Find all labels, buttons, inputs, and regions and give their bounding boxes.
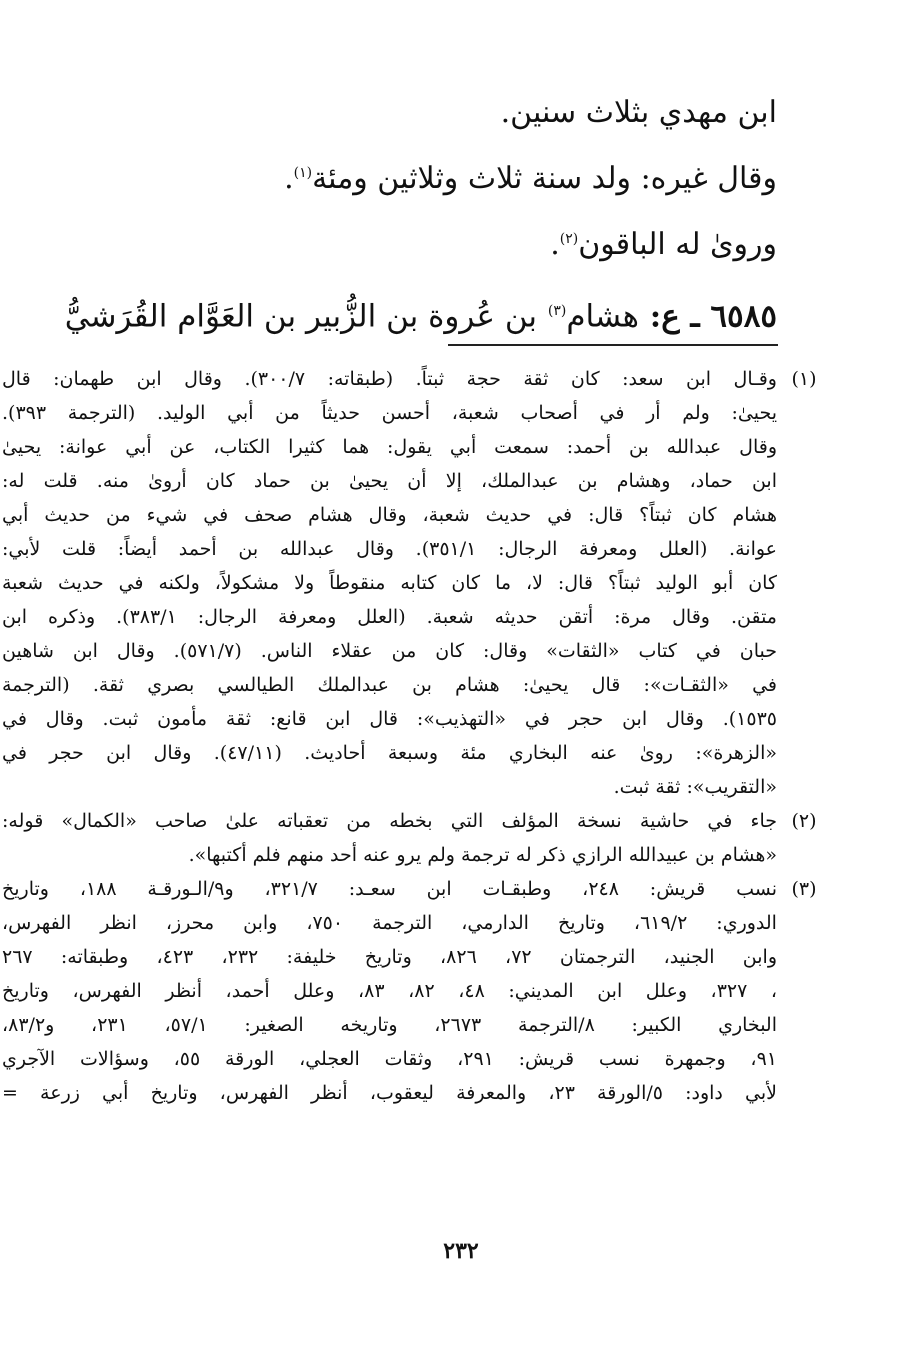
footnote-line: في «الثقـات»: قال يحيىٰ: هشام بن عبدالملك الطيالسي بصري ثقة. (الترجمة bbox=[2, 674, 777, 696]
footnote-line: يحيىٰ: ولم أر في أصحاب شعبة، أحسن حديثاً من أبي الوليد. (الترجمة ٣٩٣). bbox=[2, 402, 777, 424]
footnote-line: نسب قريش: ٢٤٨، وطبقـات ابن سعـد: ٣٢١/٧، و٩/الـورقـة ١٨٨، وتاريخ bbox=[2, 878, 777, 900]
main-line-3-end: . bbox=[550, 227, 560, 262]
footnote-line: كان أبو الوليد ثبتاً؟ قال: لا، ما كان كتابه منقوطاً ولا مشكولاً، ولكنه في حديث شعبة bbox=[2, 572, 777, 594]
footnote-line: هشام كان ثبتاً؟ قال: في حديث شعبة، وقال هشام صحف في شيء من حديث أبي bbox=[2, 504, 777, 526]
footnote-1 bbox=[2, 362, 817, 804]
main-line-2 bbox=[127, 146, 777, 212]
footnote-line: عوانة. (العلل ومعرفة الرجال: ٣٥١/١). وقال عبدالله بن أحمد أيضاً: قلت لأبي: bbox=[2, 538, 777, 560]
footnote-3 bbox=[2, 872, 817, 1110]
main-text bbox=[64, 80, 777, 344]
entry-heading bbox=[64, 278, 777, 344]
footnote-line: وابن الجنيد، الترجمتان ٧٢، ٨٢٦، وتاريخ خليفة: ٢٣٢، ٤٢٣، وطبقاته: ٢٦٧ bbox=[2, 946, 777, 968]
footnote-ref-1[interactable]: (١) bbox=[293, 165, 313, 181]
footnote-number: (١) bbox=[791, 368, 817, 390]
footnote-line: وقـال ابن سعد: كان ثقة حجة ثبتاً. (طبقاته: ٣٠٠/٧). وقال ابن طهمان: قال bbox=[2, 368, 777, 390]
page-number: ٢٣٢ bbox=[443, 1238, 479, 1264]
footnote-line: ١٥٣٥). وقال ابن حجر في «التهذيب»: قال ابن قانع: ثقة مأمون ثبت. وقال في bbox=[2, 708, 777, 730]
main-line-1: ابن مهدي بثلاث سنين. bbox=[500, 95, 777, 130]
footnote-separator bbox=[448, 344, 778, 346]
footnote-line: جاء في حاشية نسخة المؤلف التي بخطه من تعقباته علىٰ صاحب «الكمال» قوله: bbox=[2, 810, 777, 832]
footnote-line: «التقريب»: ثقة ثبت. bbox=[613, 776, 777, 798]
footnote-number: (٢) bbox=[791, 810, 817, 832]
footnote-line: «الزهرة»: روىٰ عنه البخاري مئة وسبعة أحاديث. (٤٧/١١). وقال ابن حجر في bbox=[2, 742, 777, 764]
footnote-line: ٩١، وجمهرة نسب قريش: ٢٩١، وثقات العجلي، الورقة ٥٥، وسؤالات الآجري bbox=[2, 1048, 777, 1070]
footnote-2 bbox=[2, 804, 817, 872]
footnote-ref-2[interactable]: (٢) bbox=[559, 231, 579, 247]
entry-name-rest: بن عُروة بن الزُّبير بن العَوَّام القُرَشيُّ bbox=[64, 298, 538, 335]
entry-name-start: هشام bbox=[566, 298, 639, 335]
footnote-line: وقال عبدالله بن أحمد: سمعت أبي يقول: هما كثيرا الكتاب، عن أبي عوانة: يحيىٰ bbox=[2, 436, 777, 458]
footnote-line: ، ٣٢٧، وعلل ابن المديني: ٤٨، ٨٢، ٨٣، وعلل أحمد، أنظر الفهرس، وتاريخ bbox=[2, 980, 777, 1002]
footnote-line: «هشام بن عبيدالله الرازي ذكر له ترجمة ولم يرو عنه أحد منهم فلم أكتبها». bbox=[188, 844, 777, 866]
footnote-line: لأبي داود: ٥/الورقة ٢٣، والمعرفة ليعقوب، أنظر الفهرس، وتاريخ أبي زرعة = bbox=[2, 1082, 777, 1104]
main-line-3 bbox=[127, 212, 777, 278]
main-line-3-text: وروىٰ له الباقون bbox=[578, 227, 777, 262]
main-line-2-end: . bbox=[284, 161, 294, 196]
footnote-line: متقن. وقال مرة: أتقن حديثه شعبة. (العلل ومعرفة الرجال: ٣٨٣/١). وذكره ابن bbox=[2, 606, 777, 628]
footnote-ref-3[interactable]: (٣) bbox=[547, 303, 567, 319]
footnote-line: ابن حماد، وهشام بن عبدالملك، إلا أن يحيىٰ بن حماد كان أروىٰ منه. قلت له: bbox=[2, 470, 777, 492]
main-line-2-text: وقال غيره: ولد سنة ثلاث وثلاثين ومئة bbox=[312, 161, 777, 196]
footnote-line: حبان في كتاب «الثقات» وقال: كان من عقلاء الناس. (٥٧١/٧). وقال ابن شاهين bbox=[2, 640, 777, 662]
footnote-number: (٣) bbox=[791, 878, 817, 900]
footnotes bbox=[2, 362, 817, 1110]
entry-number: ٦٥٨٥ ـ ع: bbox=[649, 298, 777, 335]
footnote-line: البخاري الكبير: ٨/الترجمة ٢٦٧٣، وتاريخه الصغير: ٥٧/١، ٢٣١، و٨٣/٢، bbox=[2, 1014, 777, 1036]
footnote-line: الدوري: ٦١٩/٢، وتاريخ الدارمي، الترجمة ٧٥٠، وابن محرز، انظر الفهرس، bbox=[2, 912, 777, 934]
